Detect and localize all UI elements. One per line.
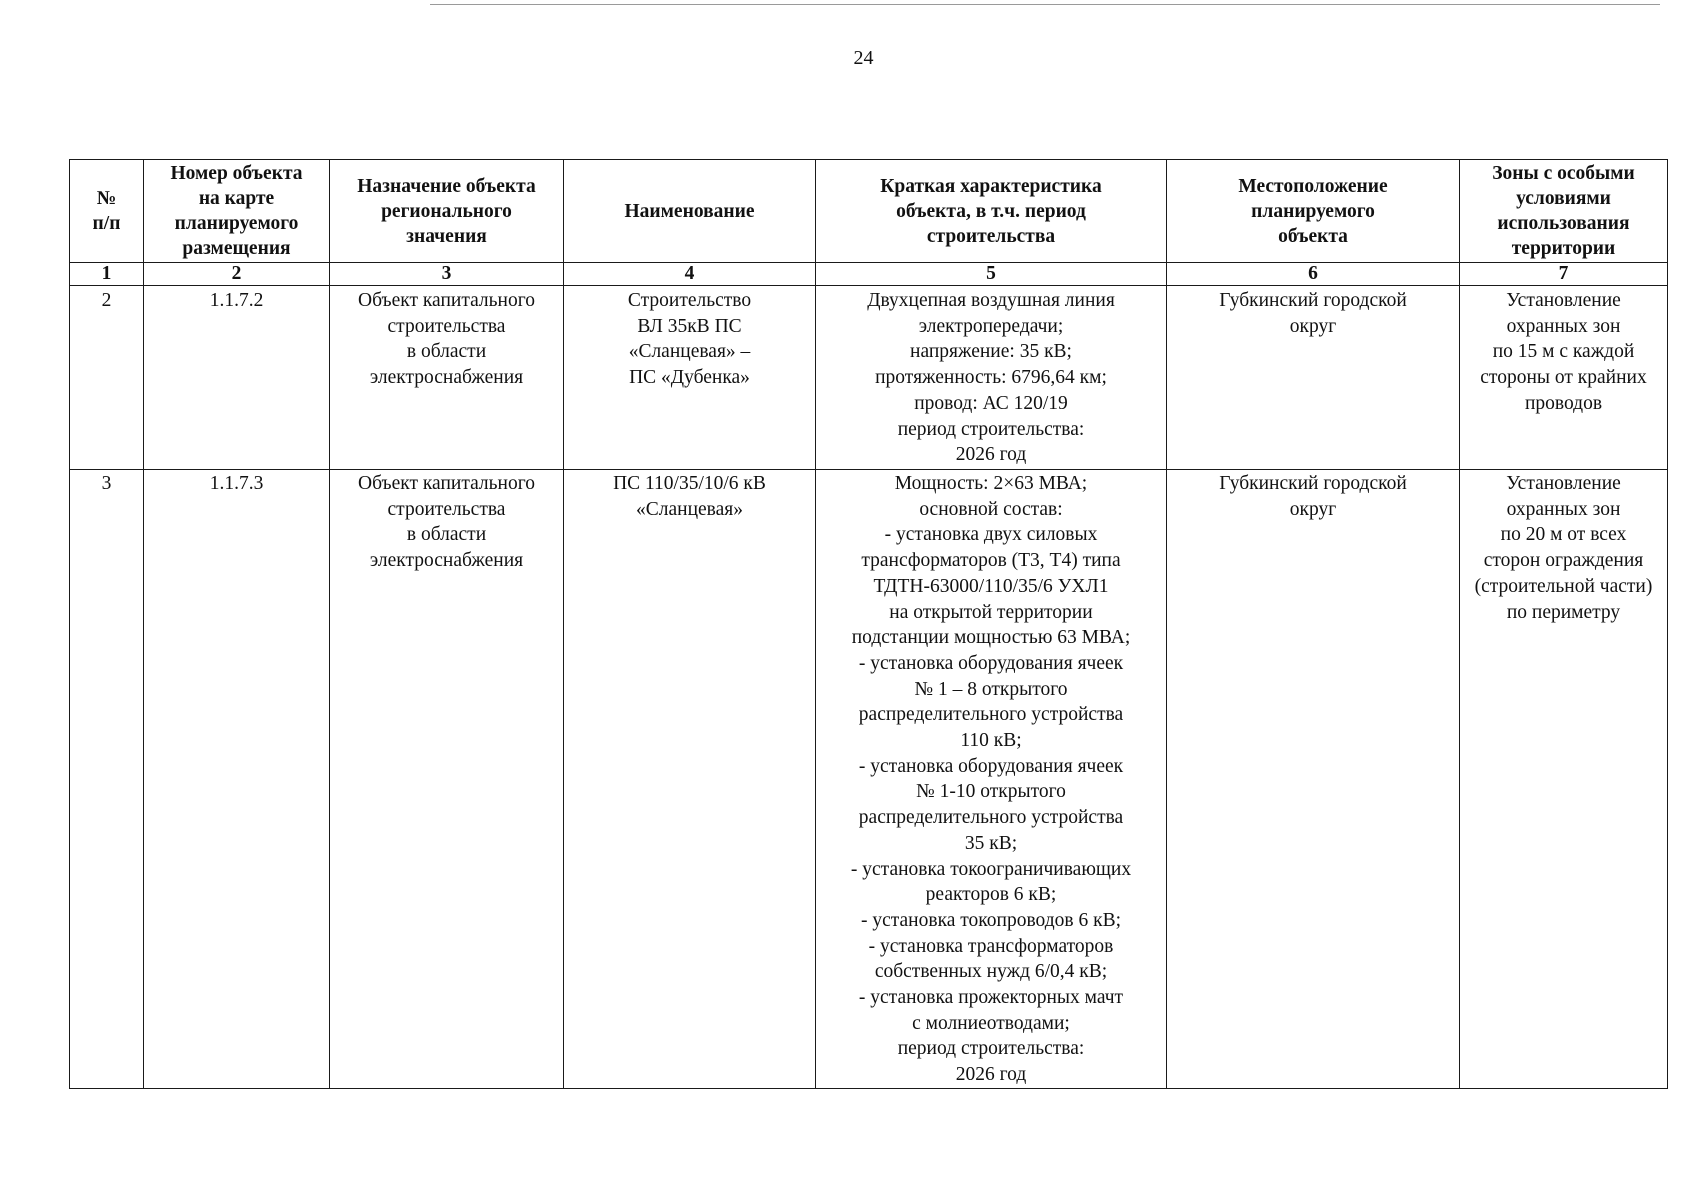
column-number: 5 — [816, 263, 1167, 286]
header-location: Местоположение планируемого объекта — [1167, 160, 1460, 263]
cell-num: 3 — [70, 470, 144, 1089]
header-description: Краткая характеристика объекта, в т.ч. период строительства — [816, 160, 1167, 263]
column-number-row — [70, 263, 1668, 286]
scan-border-line — [430, 4, 1660, 5]
table-row — [70, 470, 1668, 1089]
cell-name: Строительство ВЛ 35кВ ПС «Сланцевая» – ПС «Дубенка» — [564, 286, 816, 470]
cell-num: 2 — [70, 286, 144, 470]
cell-zones: Установление охранных зон по 20 м от всех сторон ограждения (строительной части) по периметру — [1460, 470, 1668, 1089]
cell-name: ПС 110/35/10/6 кВ «Сланцевая» — [564, 470, 816, 1089]
column-number: 3 — [330, 263, 564, 286]
cell-object-number: 1.1.7.2 — [144, 286, 330, 470]
column-number: 4 — [564, 263, 816, 286]
column-number: 1 — [70, 263, 144, 286]
header-object-number: Номер объекта на карте планируемого размещения — [144, 160, 330, 263]
cell-purpose: Объект капитального строительства в области электроснабжения — [330, 470, 564, 1089]
header-purpose: Назначение объекта регионального значения — [330, 160, 564, 263]
cell-zones: Установление охранных зон по 15 м с каждой стороны от крайних проводов — [1460, 286, 1668, 470]
cell-description: Двухцепная воздушная линия электропередачи; напряжение: 35 кВ; протяженность: 6796,64 км; провод: АС 120/19 период строительства: 2026 год — [816, 286, 1167, 470]
column-number: 6 — [1167, 263, 1460, 286]
cell-location: Губкинский городской округ — [1167, 470, 1460, 1089]
cell-object-number: 1.1.7.3 — [144, 470, 330, 1089]
table-header-row — [70, 160, 1668, 263]
page-number: 24 — [853, 47, 874, 69]
cell-location: Губкинский городской округ — [1167, 286, 1460, 470]
column-number: 7 — [1460, 263, 1668, 286]
objects-table — [69, 159, 1668, 1089]
column-number: 2 — [144, 263, 330, 286]
cell-description: Мощность: 2×63 МВА; основной состав: - установка двух силовых трансформаторов (Т3, Т4) типа ТДТН-63000/110/35/6 УХЛ1 на открытой территории подстанции мощностью 63 МВА; - установка оборудования ячеек № 1 – 8 открытого распределительного устройства 110 кВ; - установка оборудования ячеек № 1-10 открытого распределительного устройства 35 кВ; - установка токоограничивающих реакторов 6 кВ; - установка токопроводов 6 кВ; - установка трансформаторов собственных нужд 6/0,4 кВ; - установка прожекторных мачт с молниеотводами; период строительства: 2026 год — [816, 470, 1167, 1089]
table-row — [70, 286, 1668, 470]
cell-purpose: Объект капитального строительства в области электроснабжения — [330, 286, 564, 470]
header-name: Наименование — [564, 160, 816, 263]
header-zones: Зоны с особыми условиями использования территории — [1460, 160, 1668, 263]
header-num: № п/п — [70, 160, 144, 263]
